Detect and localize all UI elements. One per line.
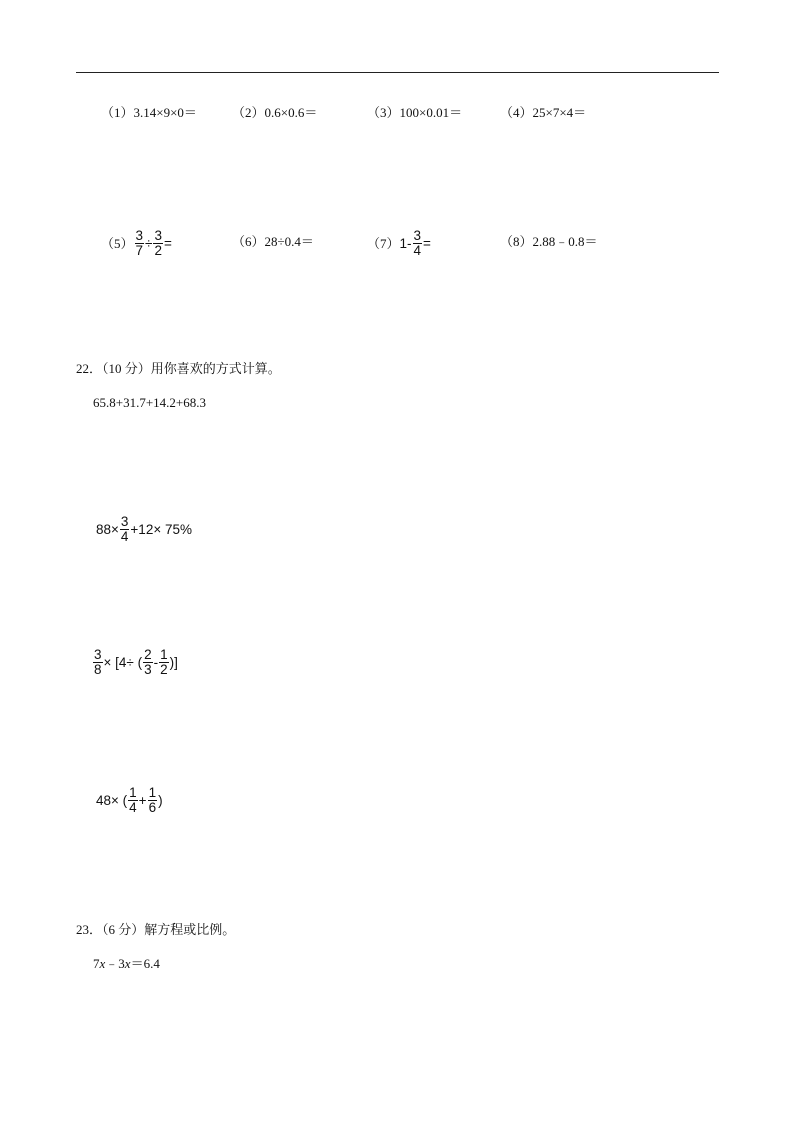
problem-1 — [101, 105, 197, 121]
fraction: $\frac{3}{7}$ — [135, 228, 144, 258]
expression-22-1: 65.8+31.7+14.2+68.3 — [93, 395, 206, 410]
fraction: $\frac{1}{2}$ — [160, 647, 168, 677]
fraction: $\frac{1}{4}$ — [129, 785, 137, 815]
expression-22-3: $\frac{3}{8}$ × [4÷ ( $\frac{2}{3}$ - $\frac{1}{2}$ )] — [94, 647, 178, 677]
problem-expression: 28÷0.4＝ — [264, 234, 314, 249]
question-23-heading: 23．（6 分）解方程或比例。 — [76, 922, 236, 937]
problem-label: （6） — [232, 234, 265, 249]
problem-5: （5） $\frac{3}{7}$ ÷ $\frac{3}{2}$ = — [101, 228, 172, 258]
expression-22-4: 48× ( $\frac{1}{4}$ + $\frac{1}{6}$ ) — [96, 785, 163, 815]
problem-label: （7） — [367, 235, 400, 251]
problem-expression: 3.14×9×0＝ — [133, 105, 197, 120]
problem-expression: 25×7×4＝ — [532, 105, 587, 120]
problem-expression: 100×0.01＝ — [399, 105, 463, 120]
fraction: $\frac{3}{2}$ — [154, 228, 162, 258]
question-22-heading: 22．（10 分）用你喜欢的方式计算。 — [76, 361, 281, 376]
problem-label: （8） — [500, 234, 533, 249]
problem-label: （4） — [500, 105, 533, 120]
fraction: $\frac{2}{3}$ — [144, 647, 152, 677]
problem-6 — [232, 234, 314, 250]
problem-2 — [232, 105, 317, 121]
problem-4 — [500, 105, 586, 121]
problem-label: （5） — [101, 235, 134, 251]
problem-expression: 0.6×0.6＝ — [264, 105, 318, 120]
problem-label: （2） — [232, 105, 265, 120]
equation-23-1: 7x﹣3x＝6.4 — [93, 956, 160, 971]
header-rule — [76, 72, 719, 73]
problem-expression: 2.88﹣0.8＝ — [532, 234, 598, 249]
fraction: $\frac{3}{4}$ — [413, 228, 422, 258]
problem-3 — [367, 105, 462, 121]
problem-7: （7） 1- $\frac{3}{4}$ = — [367, 228, 431, 258]
fraction: $\frac{1}{6}$ — [148, 785, 157, 815]
problem-label: （3） — [367, 105, 400, 120]
problem-label: （1） — [101, 105, 134, 120]
fraction: $\frac{3}{8}$ — [94, 647, 102, 677]
fraction: $\frac{3}{4}$ — [120, 514, 129, 544]
expression-22-2: 88× $\frac{3}{4}$ +12× 75% — [96, 514, 192, 544]
problem-8 — [500, 234, 598, 250]
